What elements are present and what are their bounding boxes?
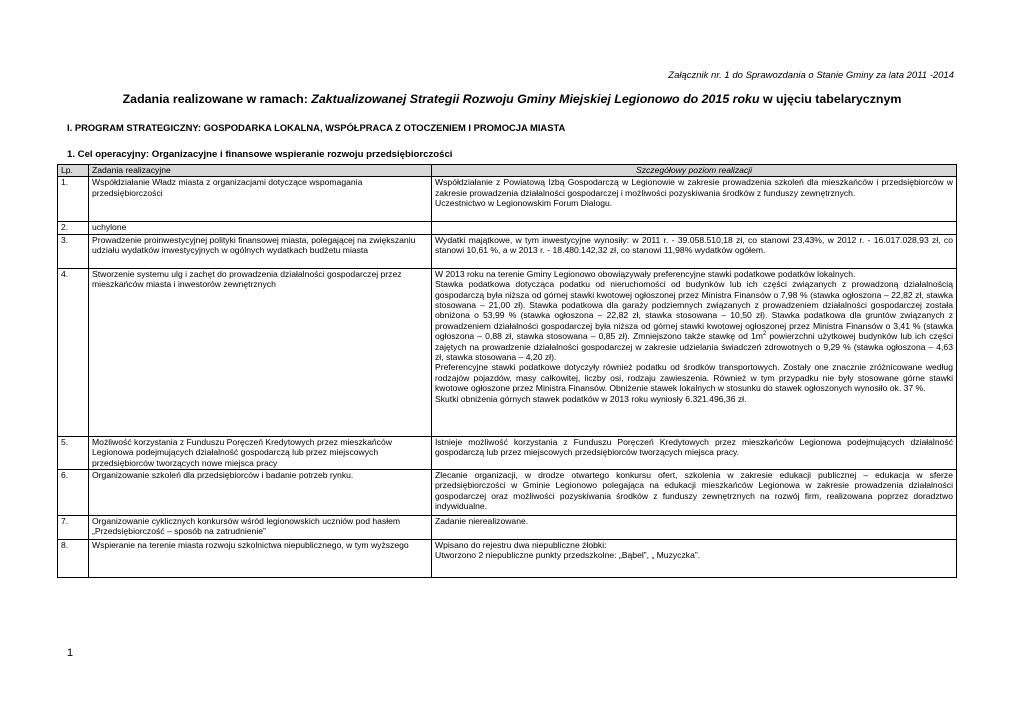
table-row bbox=[58, 540, 957, 578]
row-lp: 4. bbox=[58, 268, 89, 436]
row-task: Wspieranie na terenie miasta rozwoju szkolnictwa niepublicznego, w tym wyższego bbox=[89, 540, 432, 578]
row-task: Organizowanie cyklicznych konkursów wśród legionowskich uczniów pod hasłem „Przedsiębiorczość – sposób na zatrudnienie” bbox=[89, 516, 432, 540]
header-task: Zadania realizacyjne bbox=[89, 165, 432, 177]
superscript: 2 bbox=[762, 331, 767, 338]
page-number: 1 bbox=[67, 647, 74, 659]
table-row bbox=[58, 222, 957, 234]
title-italic: Zaktualizowanej Strategii Rozwoju Gminy Miejskiej Legionowo do 2015 roku bbox=[311, 92, 760, 106]
detail-line: Preferencyjne stawki podatkowe dotyczyły również podatku od środków transportowych. Zostały one znacznie zróżnicowane według rodzajów pojazdów, masy całkowitej, liczby osi, rodzaju zawieszenia. Również w tym przypadku nie były stosowane górne stawki kwotowe ogłoszone przez Ministra Finansów. Obniżenie stawek lokalnych w stosunku do stawek ogłoszonych wynosiło ok. 37 %. bbox=[435, 362, 953, 394]
detail-line: Zlecanie organizacji, w drodze otwartego konkursu ofert, szkolenia w zakresie edukacji publicznej – edukacja w sferze przedsiębiorczości w Gminie Legionowo polegająca na edukacji mieszkańców Legionowa w zakresie prowadzenia działalności gospodarczej oraz możliwości pozyskiwania środków z funduszy zewnętrznych na rozwój firm, realizowana poprzez doradztwo indywidualne. bbox=[435, 470, 953, 512]
detail-line: Uczestnictwo w Legionowskim Forum Dialogu. bbox=[435, 198, 613, 209]
row-task: uchylone bbox=[89, 222, 432, 234]
header-detail: Szczegółowy poziom realizacji bbox=[432, 165, 957, 177]
row-detail bbox=[432, 470, 957, 516]
row-lp: 7. bbox=[58, 516, 89, 540]
annex-note: Załącznik nr. 1 do Sprawozdania o Stanie Gminy za lata 2011 -2014 bbox=[668, 70, 954, 81]
header-lp: Lp. bbox=[58, 165, 89, 177]
detail-text: Stawka podatkowa dotycząca podatku od nieruchomości od budynków lub ich części związanych z prowadzoną działalnością gospodarczą była niższa od górnej stawki kwotowej ogłoszonej przez Ministra Finansów o 7,98 % (stawka ogłoszona – 22,82 zł, stawka stosowana – 21,00 zł). Stawka podatkowa dla garaży podziemnych związanych z prowadzeniem działalności gospodarczej została obniżona o 53,99 % (stawka ogłoszona – 22,82 zł, stawka stosowana – 10,50 zł). Stawka podatkowa dla gruntów związanych z prowadzeniem działalności gospodarczej była niższa od górnej stawki kwotowej ogłoszonej przez Ministra Finansów o 3,41 % (stawka ogłoszona – 0,88 zł, stawka stosowana – 0,85 zł). Zmniejszono także stawkę od 1m bbox=[435, 279, 953, 342]
objective-heading: 1. Cel operacyjny: Organizacyjne i finansowe wspieranie rozwoju przedsiębiorczości bbox=[67, 149, 453, 160]
row-lp: 2. bbox=[58, 222, 89, 234]
table-row bbox=[58, 470, 957, 516]
row-task: Współdziałanie Władz miasta z organizacjami dotyczące wspomagania przedsiębiorczości bbox=[89, 177, 432, 222]
detail-line: Skutki obniżenia górnych stawek podatków w 2013 roku wyniosły 6.321.496,36 zł. bbox=[435, 393, 747, 404]
table-row bbox=[58, 516, 957, 540]
detail-line bbox=[435, 279, 953, 362]
row-task: Organizowanie szkoleń dla przedsiębiorców i badanie potrzeb rynku. bbox=[89, 470, 432, 516]
table-row bbox=[58, 436, 957, 469]
row-task: Prowadzenie proinwestycyjnej polityki finansowej miasta, polegającej na zwiększaniu udziału wydatków inwestycyjnych w ogólnych wydatkach budżetu miasta bbox=[89, 234, 432, 268]
title-suffix: w ujęciu tabelarycznym bbox=[759, 92, 902, 106]
table-row bbox=[58, 234, 957, 268]
title-prefix: Zadania realizowane w ramach: bbox=[122, 92, 312, 106]
row-lp: 1. bbox=[58, 177, 89, 222]
row-lp: 8. bbox=[58, 540, 89, 578]
detail-line: Współdziałanie z Powiatową Izbą Gospodarczą w Legionowie w zakresie prowadzenia szkoleń dla mieszkańców i przedsiębiorców w zakresie prowadzenia działalności gospodarczej i możliwości pozyskiwania środków z funduszy zewnętrznych. bbox=[435, 177, 953, 198]
tasks-table bbox=[57, 164, 957, 578]
row-lp: 5. bbox=[58, 436, 89, 469]
row-detail bbox=[432, 540, 957, 578]
row-detail bbox=[432, 234, 957, 268]
detail-line: Wydatki majątkowe, w tym inwestycyjne wynosiły: w 2011 r. - 39.058.510,18 zł, co stanowi 23,43%, w 2012 r. - 16.017.028,93 zł, co stanowi 10,61 %, a w 2013 r. - 18.480.142,32 zł, co stanowi 11,98% wydatków ogółem. bbox=[435, 234, 953, 256]
row-detail bbox=[432, 436, 957, 469]
program-heading: I. PROGRAM STRATEGICZNY: GOSPODARKA LOKALNA, WSPÓŁPRACA Z OTOCZENIEM I PROMOCJA MIASTA bbox=[67, 122, 566, 133]
table-header-row bbox=[58, 165, 957, 177]
detail-line: W 2013 roku na terenie Gminy Legionowo obowiązywały preferencyjne stawki podatkowe podatków lokalnych. bbox=[435, 268, 856, 279]
document-title bbox=[0, 92, 1024, 106]
row-detail bbox=[432, 177, 957, 222]
row-lp: 3. bbox=[58, 234, 89, 268]
row-detail bbox=[432, 268, 957, 436]
row-lp: 6. bbox=[58, 470, 89, 516]
detail-line: Zadanie nierealizowane. bbox=[435, 516, 529, 527]
detail-line: Wpisano do rejestru dwa niepubliczne żłobki: bbox=[435, 540, 607, 551]
table-row bbox=[58, 268, 957, 436]
table-row bbox=[58, 177, 957, 222]
detail-text: powierzchni użytkowej budynków lub ich części zajętych na prowadzenie działalności gospodarczej w zakresie udzielania świadczeń zdrowotnych o 9,29 % (stawka ogłoszona – 4,63 zł, stawka stosowana – 4,20 zł). bbox=[435, 331, 953, 363]
row-detail bbox=[432, 516, 957, 540]
row-task: Możliwość korzystania z Funduszu Poręczeń Kredytowych przez mieszkańców Legionowa podejmujących działalność gospodarczą lub przez miejscowych przedsiębiorców tworzących nowe miejsca pracy bbox=[89, 436, 432, 469]
row-task: Stworzenie systemu ulg i zachęt do prowadzenia działalności gospodarczej przez mieszkańców miasta i inwestorów zewnętrznych bbox=[89, 268, 432, 436]
detail-line: Utworzono 2 niepubliczne punkty przedszkolne: „Bąbel”, „ Muzyczka”. bbox=[435, 550, 701, 561]
row-detail bbox=[432, 222, 957, 234]
detail-line: Istnieje możliwość korzystania z Funduszu Poręczeń Kredytowych przez mieszkańców Legionowa podejmujących działalność gospodarczą lub przez miejscowych przedsiębiorców tworzących miejsca pracy. bbox=[435, 436, 953, 458]
